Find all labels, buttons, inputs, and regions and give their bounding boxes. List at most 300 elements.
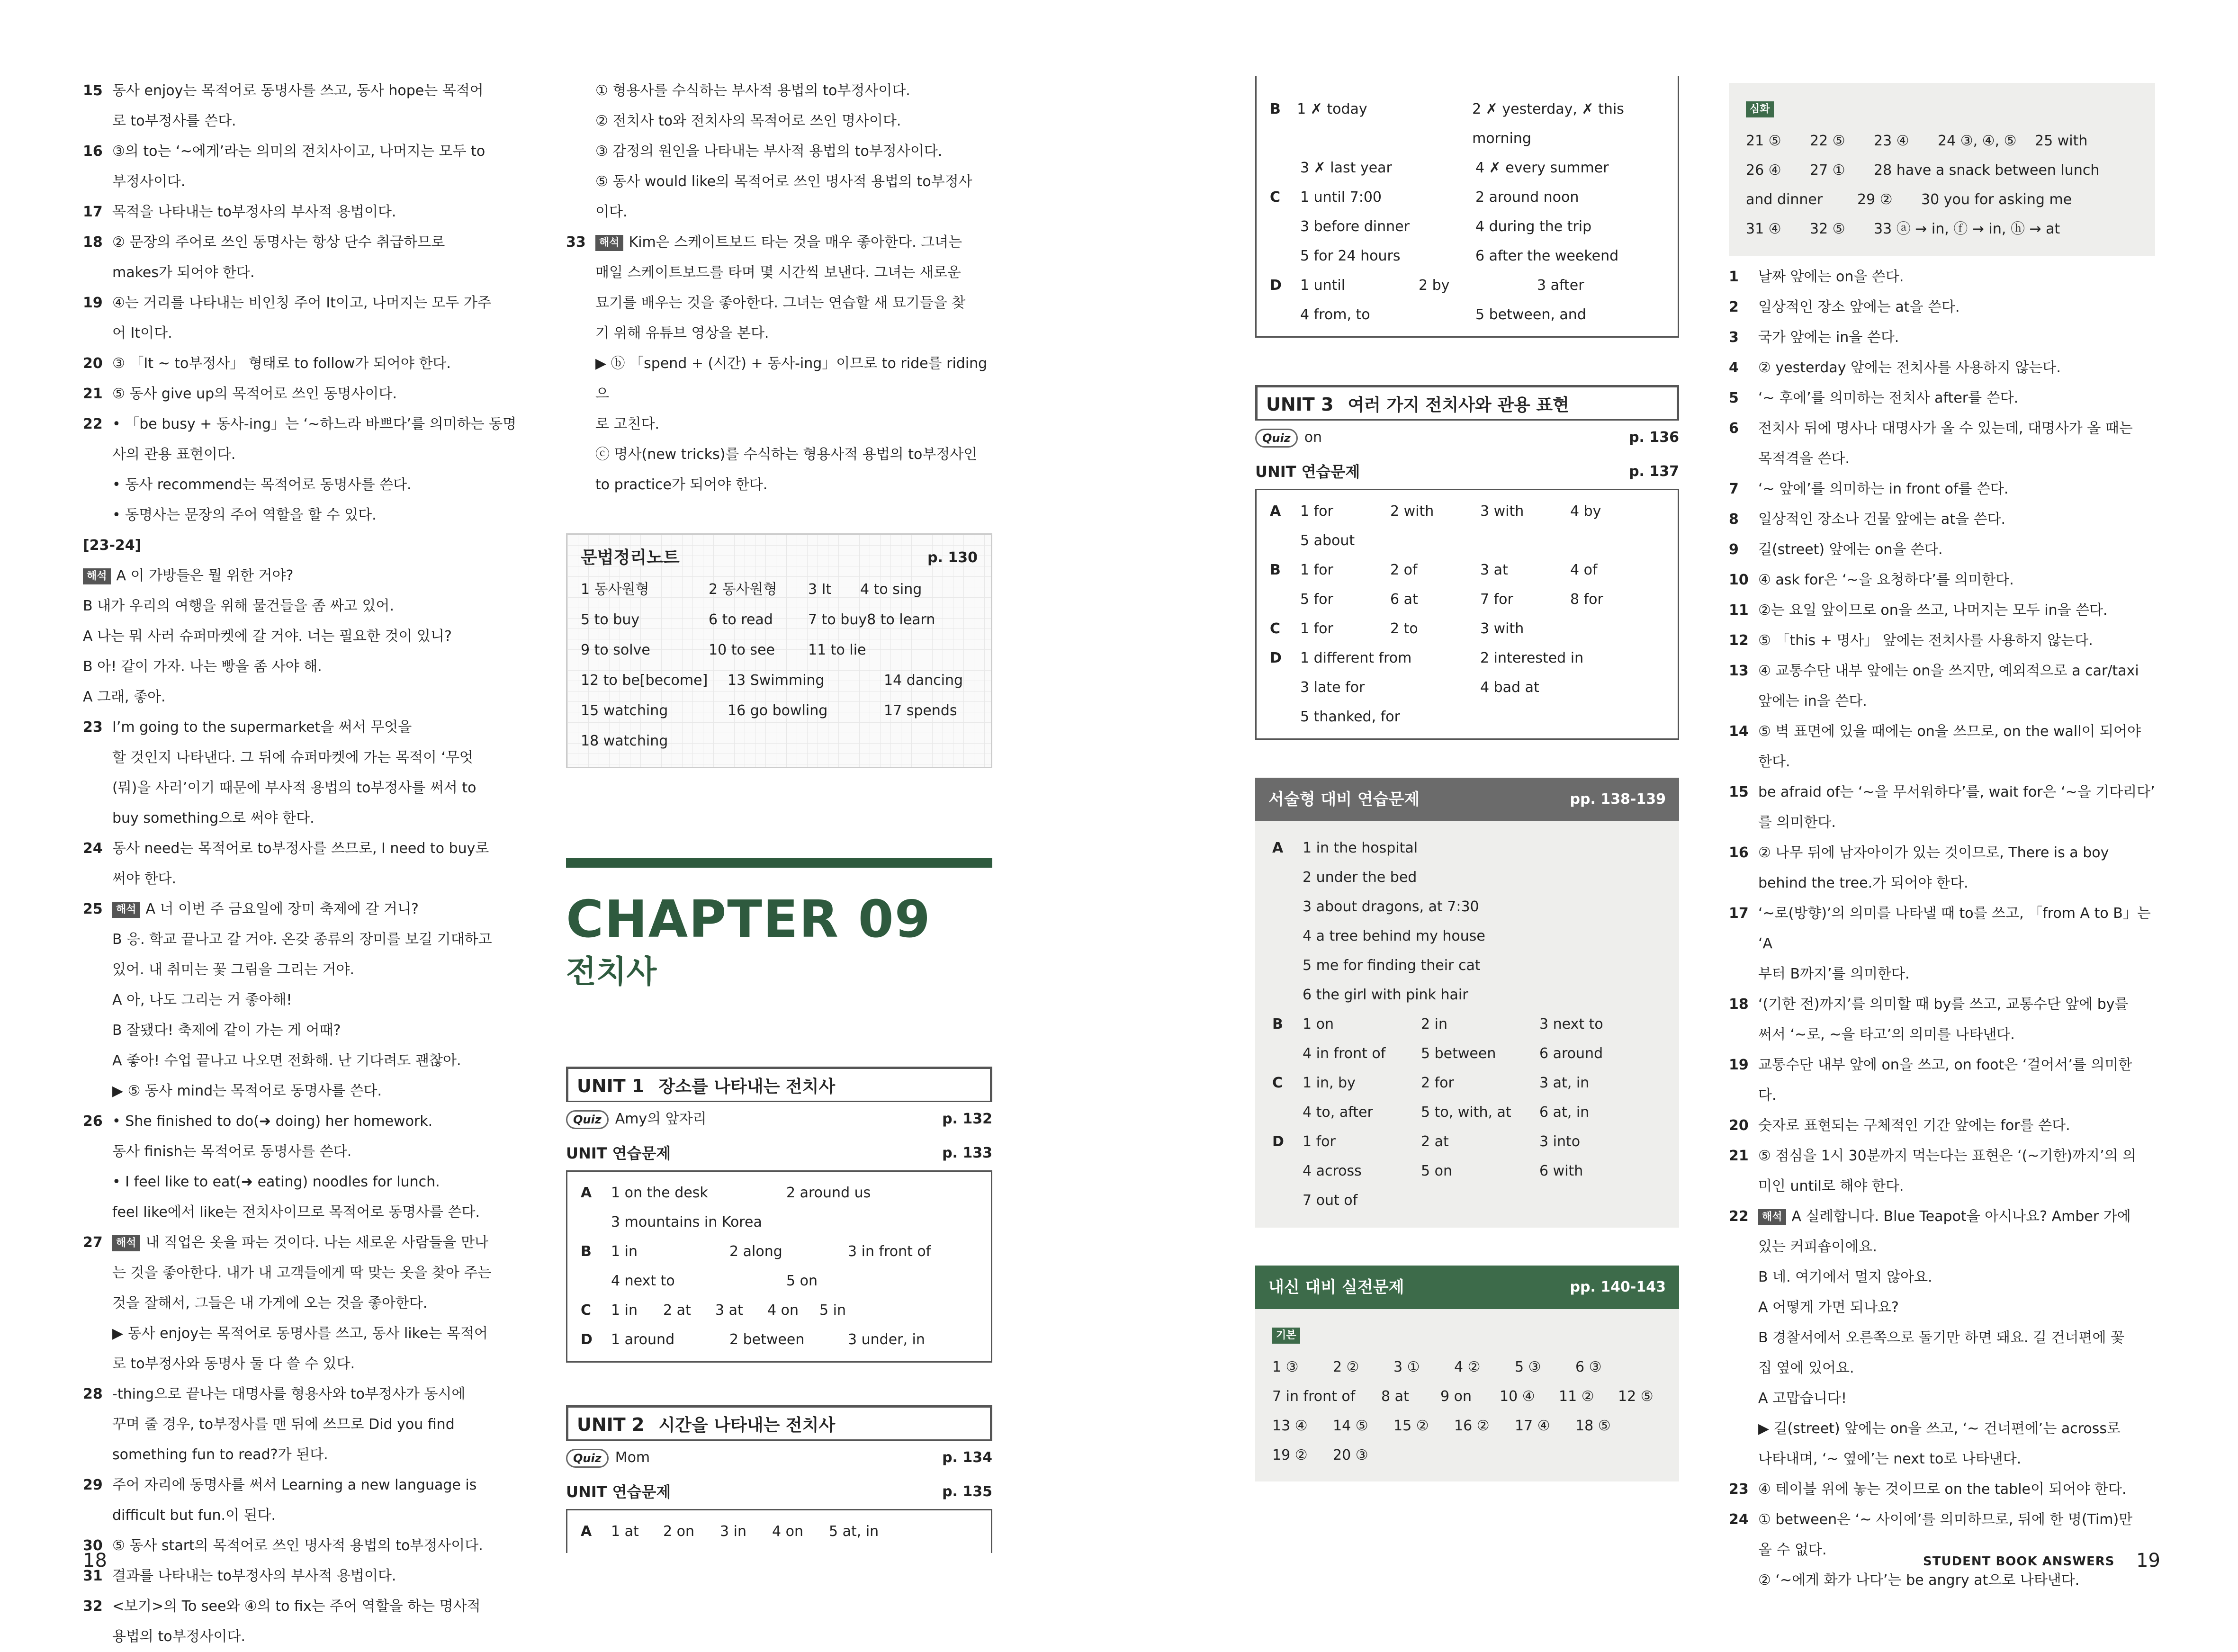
item-number: 25 (83, 901, 103, 917)
item-line (1758, 565, 2155, 595)
answer: 3 with (1480, 620, 1524, 637)
answer: 5 between (1421, 1045, 1496, 1062)
answer-row (1272, 834, 1662, 863)
answer: 22 ⑤ (1810, 133, 1845, 149)
item-line (1758, 383, 2155, 413)
answer: 30 you for asking me (1921, 191, 2072, 208)
answer: 8 at (1381, 1388, 1409, 1405)
answer: 16 ② (1454, 1418, 1490, 1434)
item-line (112, 834, 519, 864)
answer: 1 ③ (1272, 1359, 1299, 1375)
answer: 23 ④ (1874, 133, 1909, 149)
item-text: ⓒ 명사(new tricks)를 수식하는 형용사적 용법의 to부정사인 (595, 446, 978, 463)
answer: 24 ③, ④, ⑤ (1938, 133, 2017, 149)
item-number: 6 (1729, 420, 1739, 437)
section-letter (1270, 212, 1300, 242)
item-text: ⑤ 벽 표면에 있을 때에는 on을 쓰므로, on the wall이 되어야 (1758, 723, 2141, 740)
item-number: 21 (1729, 1148, 1749, 1164)
item-line (1758, 838, 2155, 868)
item-number: 21 (83, 386, 103, 402)
answer: 3 at (715, 1302, 743, 1319)
item-text: 길(street) 앞에는 on을 쓴다. (1758, 541, 1943, 558)
answer: 3 about dragons, at 7:30 (1303, 898, 1479, 915)
quiz-badge: Quiz (566, 1110, 609, 1129)
dialogue-text: A 나는 뭐 사러 슈퍼마켓에 갈 거야. 너는 필요한 것이 있니? (83, 628, 452, 645)
item-text: ④ 교통수단 내부 앞에는 on을 쓰지만, 예외적으로 a car/taxi (1758, 663, 2139, 679)
item-line (1758, 262, 2155, 292)
answer: 15 ② (1393, 1418, 1429, 1434)
item-number: 5 (1729, 390, 1739, 406)
answer-item (83, 1591, 519, 1652)
item-text: ② 문장의 주어로 쓰인 동명사는 항상 단수 취급하므로 (112, 234, 445, 251)
section-letter: B (1270, 101, 1281, 117)
item-number: 14 (1729, 723, 1749, 740)
answer: 3 ✗ last year (1300, 160, 1392, 176)
item-text: 써야 한다. (112, 871, 176, 887)
item-number: 28 (83, 1386, 103, 1402)
answer: 5 about (1300, 532, 1355, 549)
item-text: ② 나무 뒤에 남자아이가 있는 것이므로, There is a boy (1758, 844, 2109, 861)
item-text: ④ 테이블 위에 놓는 것이므로 on the table이 되어야 한다. (1758, 1481, 2127, 1498)
right-page-column-1 (1255, 76, 1679, 1481)
item-text: 동사 finish는 목적어로 동명사를 쓴다. (112, 1143, 352, 1160)
item-text: 숫자로 표현되는 구체적인 기간 앞에는 for를 쓴다. (1758, 1117, 2070, 1134)
item-line (1758, 898, 2155, 959)
answer: 7 out of (1303, 1192, 1358, 1209)
practice-answers (1255, 489, 1679, 740)
item-text: 기 위해 유튜브 영상을 본다. (595, 325, 769, 341)
grammar-note-answer: 13 Swimming (728, 672, 825, 689)
section-letter: D (1270, 650, 1282, 666)
essay-title: 서술형 대비 연습문제 (1268, 790, 1420, 809)
answer-row (581, 1517, 978, 1546)
answer: 33 ⓐ → in, ⓕ → in, ⓗ → at (1874, 221, 2060, 237)
answer-row (1746, 215, 2138, 244)
grammar-note-answer: 15 watching (581, 702, 668, 719)
answer-item (83, 288, 519, 349)
answer: 27 ① (1810, 162, 1845, 179)
grammar-note-row (581, 635, 978, 665)
practice-answers (566, 1170, 992, 1363)
dialogue-text: B 아! 같이 가자. 나는 빵을 좀 사야 해. (83, 658, 322, 675)
item-line (112, 227, 519, 258)
answer: 5 to, with, at (1421, 1104, 1511, 1121)
grammar-note-answer: 10 to see (709, 642, 775, 658)
item-text: 전치사 뒤에 명사나 대명사가 올 수 있는데, 대명사가 올 때는 (1758, 420, 2133, 437)
grammar-note-row (581, 696, 978, 726)
answer-row (1272, 1441, 1662, 1470)
item-number: 24 (1729, 1511, 1749, 1528)
item-text: A 어떻게 가면 되나요? (1758, 1299, 1899, 1316)
answer: 1 for (1300, 562, 1333, 578)
item-line (112, 743, 519, 773)
item-number: 19 (1729, 1057, 1749, 1073)
item-text: 로 to부정사와 동명사 둘 다 쓸 수 있다. (112, 1356, 355, 1372)
answer: 7 for (1480, 591, 1513, 608)
item-line (112, 894, 519, 925)
answer: 14 ⑤ (1333, 1418, 1368, 1434)
item-line (1758, 292, 2155, 323)
unit-number: UNIT 2 (577, 1414, 645, 1435)
item-line (112, 1137, 519, 1167)
item-text: 올 수 없다. (1758, 1542, 1827, 1558)
section-letter (1272, 980, 1303, 1010)
grammar-note-box (566, 533, 992, 768)
item-line (1758, 353, 2155, 383)
section-letter (1270, 673, 1300, 702)
grammar-note-page: p. 130 (927, 549, 978, 566)
practice-answers (566, 1509, 992, 1553)
answer-row (1270, 585, 1664, 614)
answer: 4 in front of (1303, 1045, 1386, 1062)
item-number: 16 (1729, 844, 1749, 861)
answer-item (1729, 717, 2155, 777)
grammar-note-answer: 5 to buy (581, 611, 640, 628)
item-line (1758, 868, 2155, 898)
item-line (1758, 413, 2155, 444)
unit-heading (566, 1067, 992, 1101)
answer-item (83, 894, 519, 1106)
answer-item (83, 1106, 519, 1228)
item-text: ‘(기한 전)까지’를 의미할 때 by를 쓰고, 교통수단 앞에 by를 (1758, 996, 2129, 1013)
item-text: ▶ 동사 enjoy는 목적어로 동명사를 쓰고, 동사 like는 목적어 (112, 1325, 488, 1342)
item-number: 3 (1729, 329, 1739, 346)
answer-row (581, 1325, 978, 1355)
answer: 6 at, in (1539, 1104, 1590, 1121)
answer: 2 under the bed (1303, 869, 1417, 886)
item-text: behind the tree.가 되어야 한다. (1758, 875, 1968, 891)
item-text: • 동명사는 문장의 주어 역할을 할 수 있다. (112, 507, 377, 523)
answer: 2 with (1390, 503, 1434, 520)
item-text: A 너 이번 주 금요일에 장미 축제에 갈 거니? (145, 901, 419, 917)
item-line (112, 1258, 519, 1288)
item-number: 4 (1729, 359, 1739, 376)
answer: 1 in (611, 1302, 638, 1319)
item-line (112, 470, 519, 500)
answer: 1 different from (1300, 650, 1412, 666)
answer: 2 at (1421, 1133, 1449, 1150)
item-line (1758, 323, 2155, 353)
answer-item (1729, 262, 2155, 292)
answer-row (1746, 156, 2138, 185)
item-line (112, 1228, 519, 1258)
grammar-note-answer: 8 to learn (867, 611, 935, 628)
item-text: ②는 요일 앞이므로 on을 쓰고, 나머지는 모두 in을 쓴다. (1758, 602, 2108, 619)
answer-row (1270, 497, 1664, 526)
answer-row (581, 1178, 978, 1208)
answer: 4 ② (1454, 1359, 1481, 1375)
item-line (112, 712, 519, 743)
item-text: 교통수단 내부 앞에 on을 쓰고, on foot은 ‘걸어서’를 의미한 (1758, 1057, 2132, 1073)
answer: 17 ④ (1515, 1418, 1550, 1434)
item-line (1758, 808, 2155, 838)
answer: 3 at, in (1539, 1075, 1590, 1091)
item-line (1758, 747, 2155, 777)
item-number: 10 (1729, 572, 1749, 588)
section-letter (1270, 300, 1300, 330)
item-text: buy something으로 써야 한다. (112, 810, 315, 826)
translation-tag: 해석 (83, 568, 111, 584)
item-text: 주어 자리에 동명사를 써서 Learning a new language is (112, 1477, 477, 1493)
basic-tag: 기본 (1272, 1328, 1300, 1344)
answer-item (1729, 1474, 2155, 1505)
item-text: Kim은 스케이트보드 타는 것을 매우 좋아한다. 그녀는 (629, 234, 962, 251)
item-number: 9 (1729, 541, 1739, 558)
answer-item (1729, 656, 2155, 717)
answer-row (581, 1237, 978, 1266)
answer-row (1270, 271, 1664, 300)
answer: 12 ⑤ (1618, 1388, 1654, 1405)
answer: 1 in (611, 1243, 638, 1260)
answer: 29 ② (1857, 191, 1893, 208)
item-line (112, 1076, 519, 1106)
answer: 5 ③ (1515, 1359, 1541, 1375)
item-text: 를 의미한다. (1758, 814, 1836, 831)
answer: 3 into (1539, 1133, 1581, 1150)
page-number-left: 18 (83, 1550, 107, 1571)
answer: 6 with (1539, 1163, 1583, 1179)
answer-item (83, 1531, 519, 1561)
item-line (1758, 474, 2155, 504)
answer: 3 under, in (848, 1331, 925, 1348)
item-line (112, 288, 519, 318)
item-text: ‘~ 후에’를 의미하는 전치사 after를 쓴다. (1758, 390, 2019, 406)
answer-item (83, 409, 519, 530)
answer: 3 ① (1393, 1359, 1420, 1375)
item-number: 18 (1729, 996, 1749, 1013)
item-line (112, 197, 519, 227)
grammar-note-row (581, 605, 978, 635)
item-line (1758, 535, 2155, 565)
item-number: 16 (83, 143, 103, 160)
item-line (1758, 444, 2155, 474)
essay-section (1255, 778, 1679, 1228)
item-line (1758, 959, 2155, 989)
item-line (595, 349, 992, 409)
grammar-note-row (581, 726, 978, 756)
item-text: 국가 앞에는 in을 쓴다. (1758, 329, 1899, 346)
section-letter: C (581, 1302, 592, 1319)
essay-page: pp. 138-139 (1570, 791, 1666, 808)
answer-item (1729, 626, 2155, 656)
answer-row (1270, 526, 1664, 556)
grammar-note-answer: 18 watching (581, 733, 668, 749)
answer-row (1272, 951, 1662, 980)
section-letter (1272, 922, 1303, 951)
item-text: 는 것을 좋아한다. 내가 내 고객들에게 딱 맞는 옷을 찾아 주는 (112, 1265, 492, 1281)
section-letter: A (581, 1185, 592, 1201)
answer: 13 ④ (1272, 1418, 1308, 1434)
answer: 4 from, to (1300, 306, 1370, 323)
item-text: 미인 until로 해야 한다. (1758, 1178, 1904, 1194)
item-number: 23 (1729, 1481, 1749, 1498)
section-letter: A (1270, 503, 1281, 520)
item-line (112, 440, 519, 470)
quiz-badge: Quiz (1255, 429, 1298, 448)
answer-item (1729, 565, 2155, 595)
answer: 5 at, in (829, 1523, 879, 1540)
item-text: ▶ ⑤ 동사 mind는 목적어로 동명사를 쓴다. (112, 1083, 382, 1099)
item-number: 32 (83, 1598, 103, 1615)
answer: 5 for (1300, 591, 1333, 608)
item-line (112, 258, 519, 288)
chapter-subtitle: 전치사 (566, 953, 657, 990)
translation-tag: 해석 (112, 1235, 140, 1251)
item-number: 20 (83, 355, 103, 372)
item-number: 31 (83, 1568, 103, 1584)
dialogue-line (83, 652, 519, 682)
item-line (1758, 1020, 2155, 1050)
answer: 2 ② (1333, 1359, 1359, 1375)
item-line (595, 288, 992, 318)
item-line (112, 1046, 519, 1076)
item-line (112, 379, 519, 409)
dialogue-text: A 이 가방들은 뭘 위한 거야? (116, 567, 294, 584)
item-line (1758, 989, 2155, 1020)
item-line (112, 985, 519, 1015)
answer: 2 around noon (1475, 189, 1579, 206)
item-number: 23 (83, 719, 103, 736)
item-text: 동사 enjoy는 목적어로 동명사를 쓰고, 동사 hope는 목적어 (112, 82, 484, 99)
answer-item (83, 1470, 519, 1531)
item-text: ⑤ 동사 start의 목적어로 쓰인 명사적 용법의 to부정사이다. (112, 1537, 483, 1554)
item-text: 있어. 내 취미는 꽃 그림을 그리는 거야. (112, 961, 354, 978)
item-text: ⑤ 점심을 1시 30분까지 먹는다는 표현은 ‘(~기한)까지’의 의 (1758, 1148, 2137, 1164)
item-text: 할 것인지 나타낸다. 그 뒤에 슈퍼마켓에 가는 목적이 ‘무엇 (112, 749, 473, 766)
item-line (595, 470, 992, 500)
dialogue-line (83, 682, 519, 712)
item-text: ② ‘~에게 화가 나다’는 be angry at으로 나타낸다. (1758, 1572, 2080, 1589)
practice-page: p. 135 (942, 1483, 992, 1500)
answer-row (581, 1266, 978, 1296)
item-number: 17 (83, 204, 103, 220)
section-letter (1272, 1157, 1303, 1186)
item-text: • I feel like to eat(➜ eating) noodles for lunch. (112, 1174, 440, 1190)
translation-tag: 해석 (1758, 1209, 1786, 1225)
item-text: ▶ 길(street) 앞에는 on을 쓰고, ‘~ 건너편에’는 across로 (1758, 1420, 2121, 1437)
left-page-column-1 (83, 76, 519, 1652)
grammar-note-answer: 12 to be[become] (581, 672, 708, 689)
item-line (112, 803, 519, 834)
answer-item (83, 1379, 519, 1470)
answer-row (581, 1208, 978, 1237)
section-letter: A (1272, 840, 1284, 856)
answer: 2 around us (786, 1185, 871, 1201)
answer: 1 for (1300, 503, 1333, 520)
item-line (1758, 717, 2155, 747)
item-text: A 좋아! 수업 끝나고 나오면 전화해. 난 기다려도 괜찮아. (112, 1052, 461, 1069)
answer: 4 next to (611, 1273, 675, 1289)
answer: 4 during the trip (1475, 218, 1592, 235)
item-line (112, 1349, 519, 1379)
item-text: B 네. 여기에서 멀지 않아요. (1758, 1269, 1932, 1285)
grammar-note-title: 문법정리노트 (581, 548, 680, 567)
answer-item (1729, 1505, 2155, 1596)
section-letter: B (1270, 562, 1281, 578)
item-text: something fun to read?가 된다. (112, 1446, 328, 1463)
answer-item (1729, 504, 2155, 535)
answer: 28 have a snack between lunch (1874, 162, 2100, 179)
answer-row (581, 1296, 978, 1325)
left-page-column-2 (566, 76, 992, 1553)
item-text: (뭐)을 사러’이기 때문에 부사적 용법의 to부정사를 써서 to (112, 780, 476, 796)
grammar-note-answer: 14 dancing (884, 672, 963, 689)
answer-item (1729, 898, 2155, 989)
item-line (112, 1379, 519, 1410)
unit-number: UNIT 1 (577, 1076, 645, 1096)
answer-item (1729, 1111, 2155, 1141)
answer: 1 in, by (1303, 1075, 1356, 1091)
grammar-note-answer: 3 It (808, 581, 832, 598)
item-text: -thing으로 끝나는 대명사를 형용사와 to부정사가 동시에 (112, 1386, 466, 1402)
item-line (112, 318, 519, 349)
item-text: ③의 to는 ‘~에게’라는 의미의 전치사이고, 나머지는 모두 to (112, 143, 485, 160)
answer: 2 of (1390, 562, 1418, 578)
item-text: feel like에서 like는 전치사이므로 목적어로 동명사를 쓴다. (112, 1204, 480, 1221)
item-text: 로 고친다. (595, 416, 659, 432)
answer-row (1272, 863, 1662, 892)
item-number: 1 (1729, 269, 1739, 285)
item-text: 매일 스케이트보드를 타며 몇 시간씩 보낸다. 그녀는 새로운 (595, 264, 961, 281)
answer-item (1729, 383, 2155, 413)
item-line (112, 106, 519, 136)
item-line (595, 409, 992, 440)
section-letter (1270, 242, 1300, 271)
section-letter (1270, 153, 1300, 183)
item-line (112, 1167, 519, 1197)
item-line (1758, 595, 2155, 626)
answer-item (83, 76, 519, 136)
section-letter: B (581, 1243, 592, 1260)
answer-row (1272, 1127, 1662, 1157)
item-line (1758, 1171, 2155, 1202)
range-heading: [23-24] (83, 537, 142, 554)
answer: 4 a tree behind my house (1303, 928, 1485, 944)
item-line (1758, 1262, 2155, 1293)
item-line (112, 955, 519, 985)
answer-item (1729, 1141, 2155, 1202)
item-line (112, 1500, 519, 1531)
item-text: 집 옆에 있어요. (1758, 1360, 1854, 1376)
answer-row (1270, 153, 1664, 183)
answer: 5 in (819, 1302, 846, 1319)
answer-row (1272, 1098, 1662, 1127)
item-text: 로 to부정사를 쓴다. (112, 113, 236, 129)
section-letter: D (581, 1331, 593, 1348)
chapter-title: CHAPTER 09 (566, 890, 931, 949)
item-text: B 경찰서에서 오른쪽으로 돌기만 하면 돼요. 길 건너편에 꽃 (1758, 1329, 2124, 1346)
item-line (1758, 1565, 2155, 1596)
item-text: A 실례합니다. Blue Teapot을 아시나요? Amber 가에 (1791, 1208, 2131, 1225)
answer-item (83, 349, 519, 379)
item-line (112, 1561, 519, 1591)
item-line (1758, 1141, 2155, 1171)
answer: 3 after (1537, 277, 1584, 294)
unit-heading (1255, 385, 1679, 419)
answer: 1 around (611, 1331, 675, 1348)
item-text: 일상적인 장소 앞에는 at을 쓴다. (1758, 299, 1960, 315)
answer: 7 in front of (1272, 1388, 1356, 1405)
item-line (112, 1440, 519, 1470)
item-line (595, 440, 992, 470)
answer: 3 before dinner (1300, 218, 1410, 235)
item-line (112, 1197, 519, 1228)
section-letter (1270, 526, 1300, 556)
answer: 4 across (1303, 1163, 1362, 1179)
translation-tag: 해석 (595, 235, 623, 251)
quiz-page: p. 132 (942, 1111, 992, 1127)
item-text: 내 직업은 옷을 파는 것이다. 나는 새로운 사람들을 만나 (145, 1234, 488, 1251)
